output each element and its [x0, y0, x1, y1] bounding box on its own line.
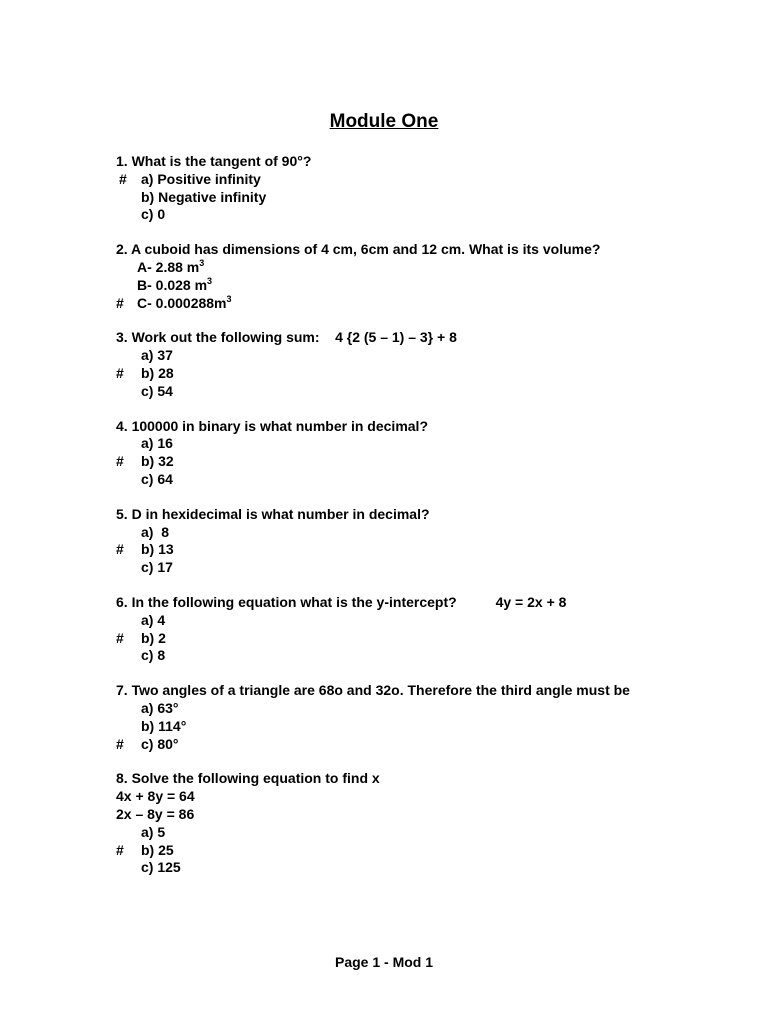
answer-option [116, 171, 676, 189]
answer-option [116, 365, 676, 383]
option-label: b) Negative infinity [141, 188, 267, 205]
equation-line: 4x + 8y = 64 [116, 788, 195, 805]
option-label: a) 37 [141, 347, 173, 364]
question-1 [116, 153, 676, 224]
question-1-text: 1. What is the tangent of 90°? [116, 153, 312, 169]
option-label: b) 13 [141, 541, 174, 558]
answer-option [116, 471, 676, 489]
option-label: C- $0.000288m^3$ [137, 293, 232, 311]
answer-option [116, 842, 676, 860]
option-label: c) 125 [141, 859, 181, 876]
option-label: c) 64 [141, 470, 173, 487]
superscript: 3 [199, 257, 205, 268]
answer-option [116, 700, 676, 718]
answer-option [116, 347, 676, 365]
option-label: c) 0 [141, 206, 166, 223]
correct-answer-mark: # [119, 170, 127, 187]
question-4 [116, 418, 676, 489]
page-footer: Page 1 - Mod 1 [334, 954, 434, 970]
answer-option [116, 435, 676, 453]
option-label: a) 63° [141, 699, 179, 716]
question-3 [116, 329, 676, 400]
answer-option [116, 189, 676, 207]
option-label: a) 8 [141, 523, 170, 540]
option-label: c) 17 [141, 559, 173, 576]
correct-answer-mark: # [116, 841, 124, 858]
answer-option [116, 277, 676, 295]
question-list [116, 153, 676, 894]
option-label: b) 2 [141, 629, 166, 646]
option-label: a) 4 [141, 611, 166, 628]
correct-answer-mark: # [116, 629, 124, 646]
answer-option [116, 541, 676, 559]
question-5 [116, 506, 676, 577]
question-6-text: 6. In the following equation what is the y-intercept? 4y = 2x + 8 [116, 593, 567, 610]
option-label: A- 2.88 $m^3$ [137, 257, 205, 275]
answer-option [116, 736, 676, 754]
option-label: b) 114° [141, 717, 187, 734]
question-8-text: 8. Solve the following equation to find x [116, 770, 380, 787]
answer-option [116, 206, 676, 224]
option-label: a) 16 [141, 435, 173, 452]
correct-answer-mark: # [116, 735, 124, 752]
answer-option [116, 859, 676, 877]
equation-line: 2x – 8y = 86 [116, 805, 195, 822]
answer-option [116, 259, 676, 277]
option-label: c) 8 [141, 647, 166, 664]
correct-answer-mark: # [116, 294, 124, 311]
answer-option [116, 824, 676, 842]
correct-answer-mark: # [116, 364, 124, 381]
answer-option [116, 453, 676, 471]
question-5-text: 5. D in hexidecimal is what number in decimal? [116, 505, 430, 522]
superscript: 3 [226, 293, 232, 304]
option-label: b) 28 [141, 364, 174, 381]
question-4-text: 4. 100000 in binary is what number in decimal? [116, 417, 428, 434]
answer-option [116, 524, 676, 542]
question-2 [116, 241, 676, 312]
option-label: b) 25 [141, 841, 174, 858]
question-7 [116, 682, 676, 753]
answer-option [116, 612, 676, 630]
question-7-text: 7. Two angles of a triangle are 68o and 32o. Therefore the third angle must be [116, 682, 630, 699]
question-2-text: 2. A cuboid has dimensions of 4 cm, 6cm and 12 cm. What is its volume? [116, 241, 601, 258]
correct-answer-mark: # [116, 541, 124, 558]
option-label: c) 80° [141, 735, 179, 752]
question-8 [116, 770, 676, 877]
answer-option [116, 559, 676, 577]
question-6 [116, 594, 676, 665]
answer-option [116, 295, 676, 313]
option-label: c) 54 [141, 382, 173, 399]
option-label: B- 0.028 $m^3$ [137, 275, 213, 293]
answer-option [116, 647, 676, 665]
answer-option [116, 383, 676, 401]
question-3-text: 3. Work out the following sum: 4 {2 (5 – 1) – 3} + 8 [116, 329, 457, 346]
correct-answer-mark: # [116, 453, 124, 470]
option-label: a) 5 [141, 823, 166, 840]
answer-option [116, 630, 676, 648]
option-label: b) 32 [141, 453, 174, 470]
answer-option [116, 718, 676, 736]
superscript: 3 [207, 275, 213, 286]
option-label: a) Positive infinity [141, 170, 261, 187]
page-title: Module One [329, 111, 439, 132]
